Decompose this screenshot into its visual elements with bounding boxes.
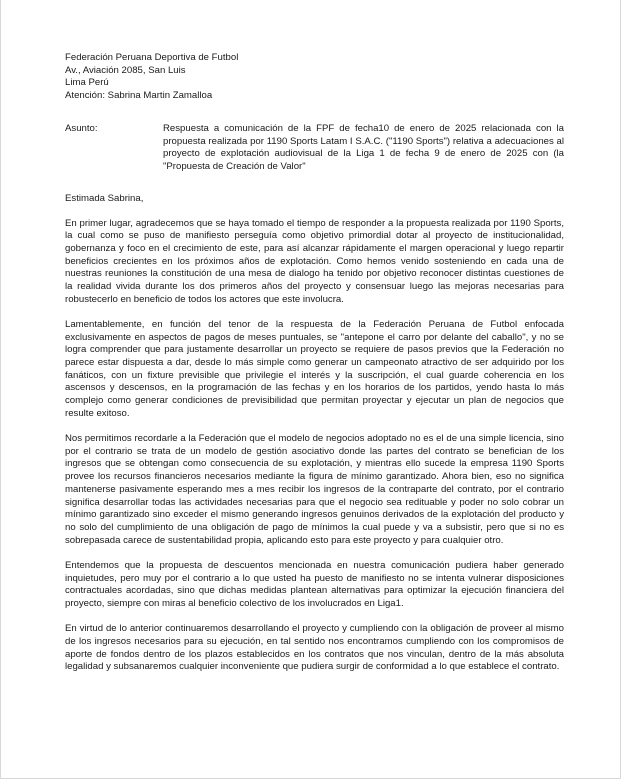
paragraph-3: Nos permitimos recordarle a la Federación que el modelo de negocios adoptado no es el de una simple licencia, sino por el contrario se trata de un modelo de gestión asociativo donde las partes del contrato se benefician de los ingresos que se obtengan como consecuencia de su explotación, y mientras ello sucede la empresa 1190 Sports provee los recursos financieros necesarios mediante la figura de mínimo garantizado. Ahora bien, eso no significa mantenerse pasivamente esperando mes a mes recibir los ingresos de la contraparte del contrato, por el contrario significa desarrollar todas las actividades necesarias para que el negocio sea redituable y poder no solo cobrar un mínimo garantizado sino exceder el mismo generando ingresos genuinos derivados de la explotación del producto y no solo del cumplimiento de una obligación de pago de mínimos la cual puede y va a subsistir, pero que si no es sobrepasada carece de sustentabilidad propia, aplicando esto para este proyecto y para cualquier otro.: [65, 433, 564, 546]
paragraph-2: Lamentablemente, en función del tenor de la respuesta de la Federación Peruana de Futbol enfocada exclusivamente en aspectos de pagos de meses puntuales, se "antepone el carro por delante del caballo", y no se logra comprender que para justamente desarrollar un proyecto se requiere de pasos previos que la Federación no parece estar dispuesta a dar, desde lo más simple como generar un campeonato atractivo de ser adquirido por los fanáticos, con un fixture previsible que privilegie el interés y la suscripción, el cual guarde coherencia en los ascensos y descensos, en la programación de las fechas y en los horarios de los partidos, yendo hasta lo más complejo como generar condiciones de previsibilidad que permitan proyectar y ejecutar un plan de negocios que resulte exitoso.: [65, 318, 564, 419]
letter-body: [65, 52, 564, 687]
recipient-address: [65, 52, 564, 103]
greeting: Estimada Sabrina,: [65, 192, 144, 204]
recipient-city: Lima Perú: [65, 77, 109, 89]
subject-label: Asunto:: [65, 122, 98, 134]
recipient-attention: Atención: Sabrina Martin Zamalloa: [65, 90, 213, 102]
recipient-organization: Federación Peruana Deportiva de Futbol: [65, 52, 239, 63]
subject-text: Respuesta a comunicación de la FPF de fecha10 de enero de 2025 relacionada con la propuesta realizada por 1190 Sports Latam I S.A.C. ("1190 Sports") relativa a adecuaciones al proyecto de explotación audiovisual de la Liga 1 de fecha 9 de enero de 2025 con (la "Propuesta de Creación de Valor": [163, 122, 564, 172]
paragraph-5: En virtud de lo anterior continuaremos desarrollando el proyecto y cumpliendo con la obligación de proveer al mismo de los ingresos necesarios para su ejecución, en tal sentido nos encontramos cumpliendo con los compromisos de aporte de fondos dentro de los plazos establecidos en los contratos que nos vinculan, dentro de la más absoluta legalidad y subsanaremos cualquier inconveniente que pudiera surgir de conformidad a lo que establece el contrato.: [65, 623, 564, 673]
subject-block: [65, 123, 564, 189]
paragraph-4: Entendemos que la propuesta de descuentos mencionada en nuestra comunicación pudiera haber generado inquietudes, pero muy por el contrario a lo que usted ha puesto de manifiesto no se intenta vulnerar disposiciones contractuales acordadas, sino que dichas medidas plantean alternativas para optimizar la ejecución financiera del proyecto, siempre con miras al beneficio colectivo de los involucrados en Liga1.: [65, 559, 564, 609]
paragraph-1: En primer lugar, agradecemos que se haya tomado el tiempo de responder a la propuesta realizada por 1190 Sports, la cual como se puso de manifiesto perseguía como objetivo primordial dotar al proyecto de institucionalidad, gobernanza y foco en el crecimiento de este, para así alcanzar rápidamente el margen operacional y luego repartir beneficios crecientes en los próximos años de explotación. Como hemos venido sosteniendo en cada una de nuestras reuniones la constitución de una mesa de dialogo ha tenido por objetivo reconocer distintas cuestiones de la realidad vivida durante los dos primeros años del proyecto y consensuar luego las mejoras necesarias para robustecerlo en beneficio de todos los actores que este involucra.: [65, 217, 564, 305]
recipient-street: Av., Aviación 2085, San Luis: [65, 64, 186, 76]
